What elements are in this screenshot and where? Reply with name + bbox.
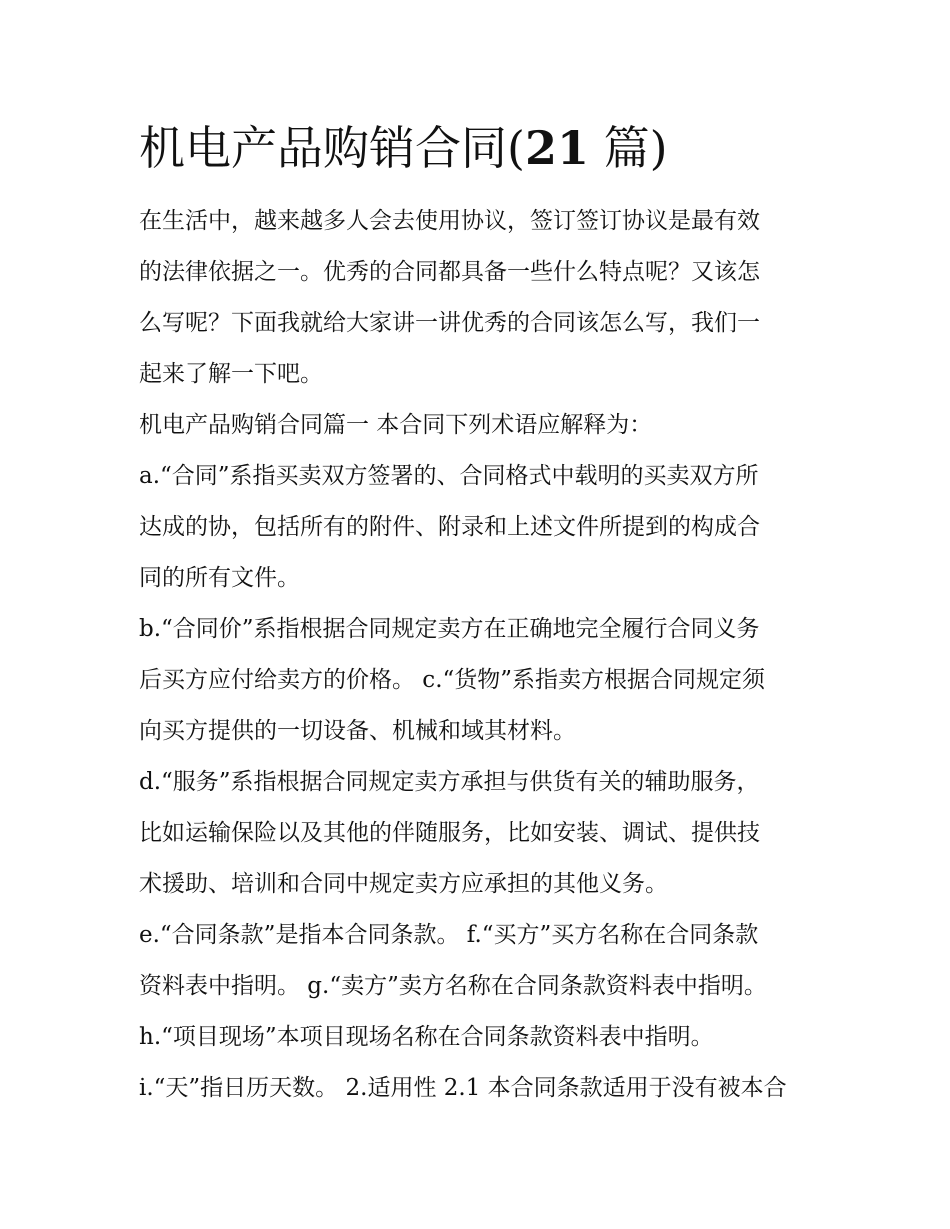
text-line: b.“合同价”系指根据合同规定卖方在正确地完全履行合同义务: [139, 616, 760, 642]
text-line: 在生活中，越来越多人会去使用协议，签订签订协议是最有效: [139, 208, 760, 234]
title-suffix: 篇): [588, 121, 668, 175]
text-line: 同的所有文件。: [139, 565, 300, 591]
text-line: 术援助、培训和合同中规定卖方应承担的其他义务。: [139, 871, 668, 897]
text-line: 达成的协，包括所有的附件、附录和上述文件所提到的构成合: [139, 514, 760, 540]
text-line: 么写呢？下面我就给大家讲一讲优秀的合同该怎么写，我们一: [139, 310, 760, 336]
title-count: 21: [524, 121, 589, 175]
text-line: i.“天”指日历天数。 2.适用性 2.1 本合同条款适用于没有被本合: [139, 1075, 787, 1101]
text-line: 向买方提供的一切设备、机械和域其材料。: [139, 718, 576, 744]
document-body: [139, 196, 819, 1114]
page-title: [139, 118, 668, 178]
text-line: 资料表中指明。 g.“卖方”卖方名称在合同条款资料表中指明。: [139, 973, 767, 999]
text-line: e.“合同条款”是指本合同条款。 f.“买方”买方名称在合同条款: [139, 922, 759, 948]
text-line: 的法律依据之一。优秀的合同都具备一些什么特点呢？又该怎: [139, 259, 760, 285]
text-line: 比如运输保险以及其他的伴随服务，比如安装、调试、提供技: [139, 820, 760, 846]
text-line: h.“项目现场”本项目现场名称在合同条款资料表中指明。: [139, 1024, 714, 1050]
section-heading-line: 机电产品购销合同篇一 本合同下列术语应解释为：: [139, 412, 653, 438]
title-text: 机电产品购销合同(: [139, 121, 525, 175]
text-line: a.“合同”系指买卖双方签署的、合同格式中载明的买卖双方所: [139, 463, 759, 489]
text-line: d.“服务”系指根据合同规定卖方承担与供货有关的辅助服务，: [139, 769, 760, 795]
text-line: 起来了解一下吧。: [139, 361, 323, 387]
text-line: 后买方应付给卖方的价格。 c.“货物”系指卖方根据合同规定须: [139, 667, 766, 693]
